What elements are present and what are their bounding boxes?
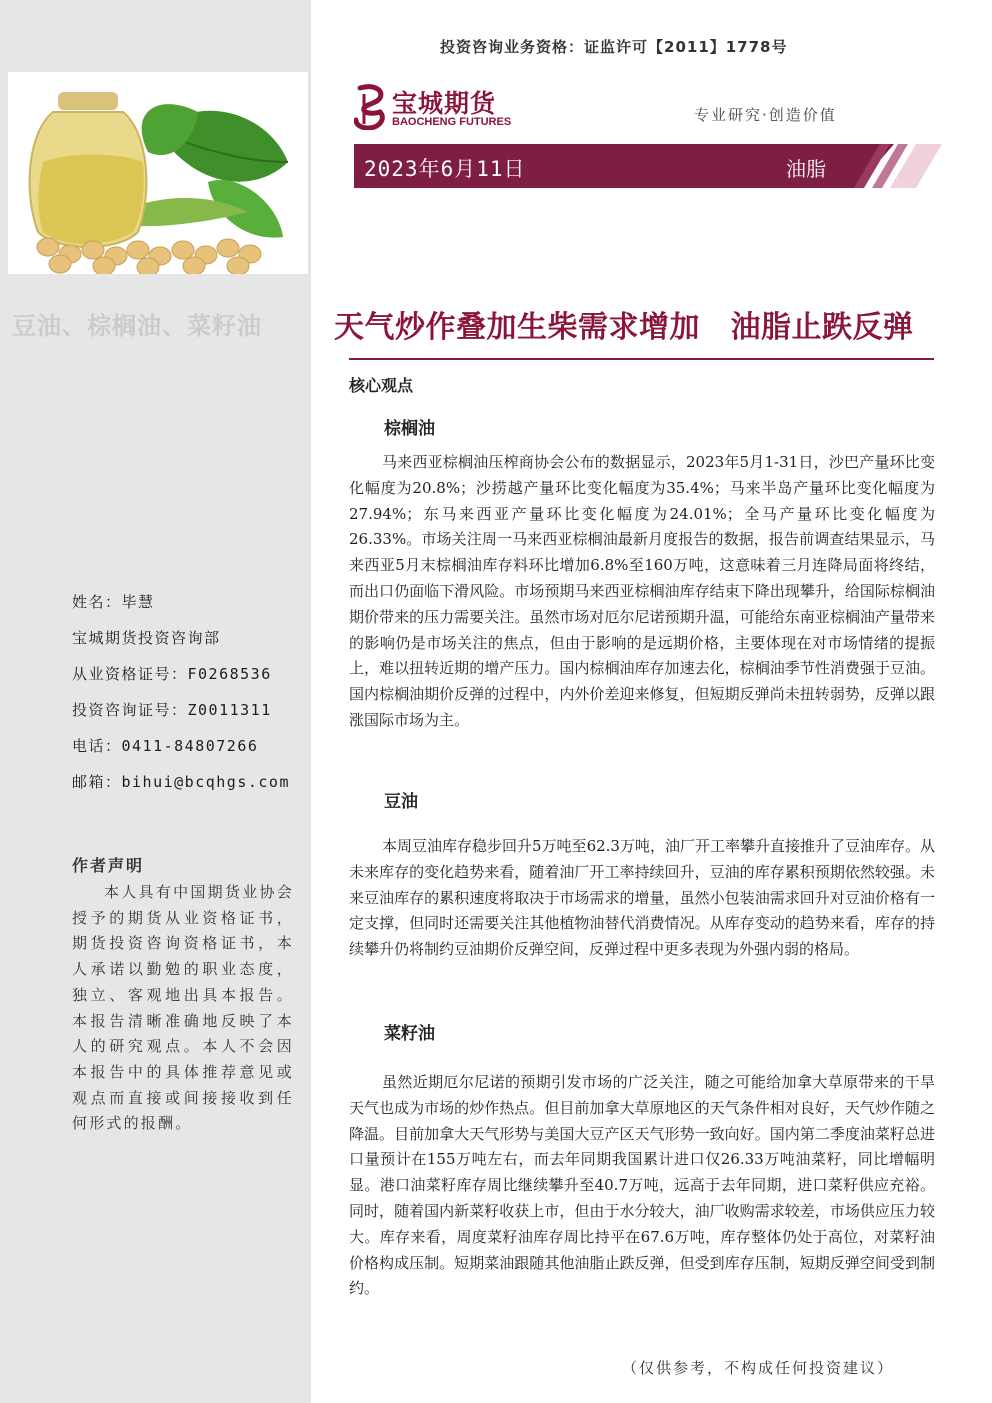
rapeseed-oil-paragraph: 虽然近期厄尔尼诺的预期引发市场的广泛关注，随之可能给加拿大草原带来的干旱天气也成为市场的炒作热点。但目前加拿大草原地区的天气条件相对良好，天气炒作随之降温。目前加拿大天气形势与美国大豆产区天气形势一致向好。国内第二季度油菜籽总进口量预计在155万吨左右，而去年同期我国累计进口仅26.33万吨油菜籽，同比增幅明显。港口油菜籽库存周比继续攀升至40.7万吨，远高于去年同期，进口菜籽供应充裕。同时，随着国内新菜籽收获上市，但由于水分较大，油厂收购需求较差，市场供应压力较大。库存来看，周度菜籽油库存周比持平在67.6万吨，库存整体仍处于高位，对菜籽油价格构成压制。短期菜油跟随其他油脂止跌反弹，但受到库存压制，短期反弹空间受到制约。 xyxy=(349,1073,935,1298)
author-qualification-number: 从业资格证号：F0268536 xyxy=(72,665,272,683)
banner-stripes xyxy=(850,144,942,188)
license-text: 投资咨询业务资格：证监许可【2011】1778号 xyxy=(440,38,788,56)
report-sector: 油脂 xyxy=(786,157,826,181)
author-phone: 电话：0411-84807266 xyxy=(72,737,259,755)
report-title: 天气炒作叠加生柴需求增加 油脂止跌反弹 xyxy=(334,310,914,345)
rapeseed-oil-heading: 菜籽油 xyxy=(384,1024,435,1044)
soybean-oil-jar-image xyxy=(8,72,308,274)
report-date: 2023年6月11日 xyxy=(364,157,526,181)
sidebar xyxy=(0,0,311,1403)
company-logo xyxy=(354,84,524,132)
declaration-title: 作者声明 xyxy=(72,856,145,875)
baocheng-logo-icon xyxy=(354,84,388,130)
author-email: 邮箱：bihui@bcqhgs.com xyxy=(72,773,290,791)
author-department: 宝城期货投资咨询部 xyxy=(72,629,221,647)
logo-english-name: BAOCHENG FUTURES xyxy=(392,116,512,128)
title-divider xyxy=(349,358,934,360)
declaration-text: 本人具有中国期货业协会授予的期货从业资格证书，期货投资咨询资格证书，本人承诺以勤勉的职业态度，独立、客观地出具本报告。本报告清晰准确地反映了本人的研究观点。本人不会因本报告中的具体推荐意见或观点而直接或间接接收到任何形式的报酬。 xyxy=(72,883,294,1133)
author-consulting-number: 投资咨询证号：Z0011311 xyxy=(72,701,272,719)
palm-oil-paragraph: 马来西亚棕榈油压榨商协会公布的数据显示，2023年5月1-31日，沙巴产量环比变化幅度为20.8%；沙捞越产量环比变化幅度为35.4%；马来半岛产量环比变化幅度为27.94%；东马来西亚产量环比变化幅度为24.01%；全马产量环比变化幅度为26.33%。市场关注周一马来西亚棕榈油最新月度报告的数据，报告前调查结果显示，马来西亚5月末棕榈油库存料环比增加6.8%至160万吨，这意味着三月连降局面将终结，而出口仍面临下滑风险。市场预期马来西亚棕榈油库存结束下降出现攀升，给国际棕榈油期价带来的压力需要关注。虽然市场对厄尔尼诺预期升温，可能给东南亚棕榈油产量带来的影响仍是市场关注的焦点，但由于影响的是远期价格，主要体现在对市场情绪的提振上，难以扭转近期的增产压力。国内棕榈油库存加速去化，棕榈油季节性消费强于豆油。国内棕榈油期价反弹的过程中，内外价差迎来修复，但短期反弹尚未扭转弱势，反弹以跟涨国际市场为主。 xyxy=(349,453,935,729)
soybean-oil-heading: 豆油 xyxy=(384,792,418,812)
author-info xyxy=(72,584,307,800)
slogan: 专业研究·创造价值 xyxy=(694,106,837,124)
palm-oil-heading: 棕榈油 xyxy=(384,419,435,439)
soybean-oil-paragraph: 本周豆油库存稳步回升5万吨至62.3万吨，油厂开工率攀升直接推升了豆油库存。从未来库存的变化趋势来看，随着油厂开工率持续回升，豆油的库存累积预期依然较强。未来豆油库存的累积速度将取决于市场需求的增量，虽然小包装油需求回升对豆油价格有一定支撑，但同时还需要关注其他植物油替代消费情况。从库存变动的趋势来看，库存的持续攀升仍将制约豆油期价反弹空间，反弹过程中更多表现为外强内弱的格局。 xyxy=(349,837,935,959)
sidebar-category: 豆油、棕榈油、菜籽油 xyxy=(12,312,262,340)
core-viewpoint-heading: 核心观点 xyxy=(349,376,414,395)
author-name: 姓名：毕慧 xyxy=(72,593,155,611)
logo-chinese-name: 宝城期货 xyxy=(392,89,497,118)
disclaimer: （仅供参考，不构成任何投资建议） xyxy=(622,1359,895,1377)
